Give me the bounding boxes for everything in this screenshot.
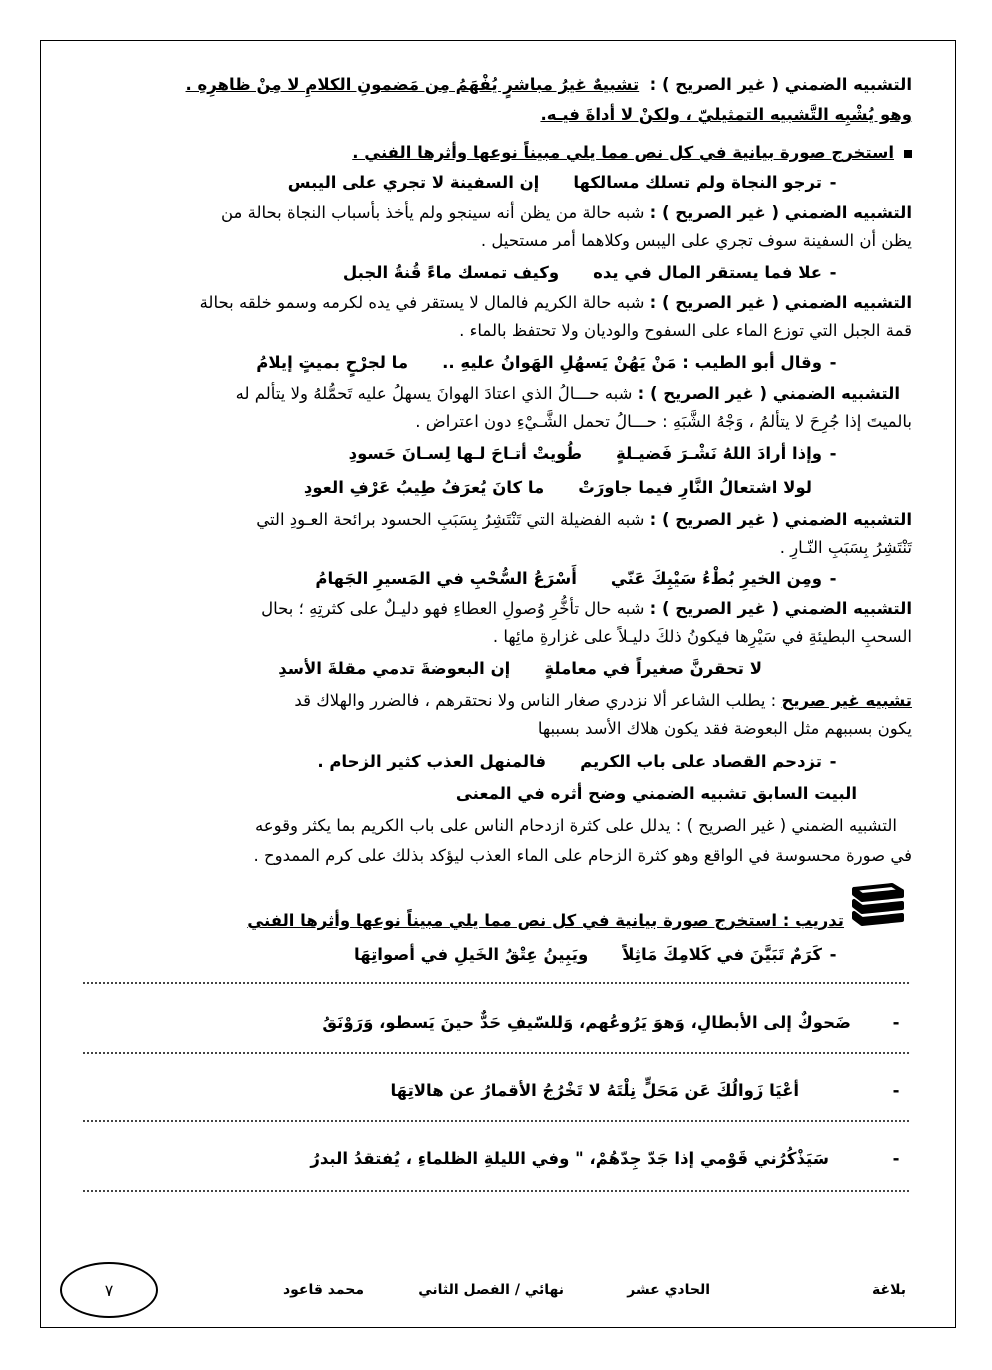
- verse-2: -علا فما يستقر المال في يدهوكيف تمسك ماءً قُنةُ الجبل: [342, 263, 837, 282]
- answer-line-3[interactable]: [83, 1120, 909, 1122]
- exercise-title: تدريب : استخرج صورة بيانية في كل نص مما يلي مبيناً نوعها وأثرها الفني: [247, 911, 844, 930]
- explanation-1-line-1: التشبيه الضمني ( غير الصريح ) : شبه حالة من يظن أنه سينجو ولم يأخذ بأسباب النجاة بحالة من: [220, 203, 912, 222]
- explanation-2-line-2: قمة الجبل التي توزع الماء على السفوح والوديان ولا تحتفظ بالماء .: [459, 321, 912, 340]
- explanation-7-line-2: في صورة محسوسة في الواقع وهو كثرة الزحام على الماء العذب ليؤكد بذلك على كرم الممدوح .: [253, 846, 912, 865]
- verse-7: -تزدحم القصاد على باب الكريمفالمنهل العذب كثير الزحام .: [317, 752, 837, 771]
- books-stack-icon: [848, 882, 908, 928]
- answer-line-4[interactable]: [83, 1190, 909, 1192]
- verse-4b: لولا اشتعالُ النَّارِ فيما جاورَتْما كانَ يُعرَفُ طِيبُ عَرْفِ العودِ: [303, 478, 812, 497]
- exercise-item-2: -ضَحوكٌ إلى الأبطالِ، وَهوَ يَرُوعُهم، وَللسّيفِ حَدٌّ حينَ يَسطو، وَرَوْنَقُ: [322, 1013, 900, 1032]
- page-number-badge: [60, 1262, 158, 1318]
- bullet-square-icon: [904, 150, 912, 158]
- verse-1: -ترجو النجاة ولم تسلك مسالكهاإن السفينة لا تجري على اليبس: [287, 173, 837, 192]
- answer-line-2[interactable]: [83, 1052, 909, 1054]
- explanation-5-line-2: السحبِ البطيئةِ في سَيْرِها فيكونُ ذلكَ دليـلاً على غزارةِ مائِها .: [492, 627, 912, 646]
- exercise-item-1: -كَرَمٌ تَبَيَّنَ في كَلامِكَ مَاثِلاًويَبِينُ عِتْقُ الخَيلِ في أصواتِهَا: [354, 945, 837, 964]
- explanation-5-line-1: التشبيه الضمني ( غير الصريح ) : شبه حال تأخُّرِ وُصولِ العطاءِ فهو دليـلٌ على كثرتِهِ ؛ بحال: [261, 599, 912, 618]
- explanation-4-line-1: التشبيه الضمني ( غير الصريح ) : شبه الفضيلة التي تَنْتَشِرُ بِسَبَبِ الحسود برائحة العـودِ التي: [256, 510, 912, 529]
- explanation-7-line-1: التشبيه الضمني ( غير الصريح ) : يدلل على كثرة ازدحام الناس على باب الكريم بما يكثر وقوعه: [254, 816, 897, 835]
- definition-note: وهو يُشْبِه التَّشبيه التمثيليّ ، ولكنْ لا أداةَ فيـه.: [540, 105, 912, 124]
- explanation-3-line-1: التشبيه الضمني ( غير الصريح ) : شبه حـــالُ الذي اعتادَ الهوانَ يسهلُ عليه تَحمُّلهُ ولا يتألم له: [235, 384, 900, 403]
- definition-line: التشبيه الضمني ( غير الصريح ) : تشبيهٌ غيرُ مباشرٍ يُفْهَمُ مِن مَضمونِ الكلامِ لا مِنْ ظاهرِهِ .: [185, 75, 912, 94]
- verse-3: -وقال أبو الطيب : مَنْ يَهُنْ يَسهُلِ الهَوانُ عليهِ ..ما لجرْحٍ بميتٍ إيلامُ: [256, 353, 837, 372]
- footer-term: نهائي / الفصل الثاني: [418, 1282, 564, 1298]
- footer-author: محمد قاعود: [282, 1282, 364, 1298]
- footer-grade: الحادي عشر: [627, 1282, 710, 1298]
- question-7: البيت السابق تشبيه الضمني وضح أثره في المعنى: [455, 784, 857, 803]
- explanation-4-line-2: تَنْتَشِرُ بِسَبَبِ النّـارِ .: [779, 538, 912, 557]
- exercise-item-3: -أعْيَا زَوالُكَ عَن مَحَلٍّ نِلْتَهُ لا تَخْرُجُ الأقمارُ عن هالاتِهَا: [390, 1081, 900, 1100]
- explanation-2-line-1: التشبيه الضمني ( غير الصريح ) : شبه حالة الكريم فالمال لا يستقر في يده لكرمه وسمو خلقه بحالة: [199, 293, 912, 312]
- footer-subject: بلاغة: [872, 1282, 906, 1298]
- verse-6: لا تحقرنَّ صغيراً في معاملةٍإن البعوضةَ تدمي مقلةَ الأسدِ: [278, 659, 762, 678]
- exercise-item-4: -سَيَذْكُرُني قَوْمي إذا جَدّ جِدّهُمْ، " وفي الليلةِ الظلماءِ ، يُفتقدُ البدرُ: [310, 1149, 900, 1168]
- instruction-line: استخرج صورة بيانية في كل نص مما يلي مبيناً نوعها وأثرها الفني .: [68, 142, 912, 164]
- answer-line-1[interactable]: [83, 982, 909, 984]
- page-number: ٧: [104, 1280, 114, 1300]
- verse-4a: -وإذا أرادَ اللهُ نَشْـرَ فَضيـلةٍطُويتْ أتـاحَ لـها لِسـانَ حَسودِ: [348, 444, 837, 463]
- explanation-6-line-2: يكون بسببهم مثل البعوضة فقد يكون هلاك الأسد بسببها: [537, 719, 912, 738]
- explanation-1-line-2: يظن أن السفينة سوف تجري على اليبس وكلاهما أمر مستحيل .: [480, 231, 912, 250]
- explanation-3-line-2: بالميتَ إذا جُرِحَ لا يتألمُ ، وَجْهُ الشَّبَهِ : حـــالُ تحمل الشَّـيْءِ دون اعتراض .: [415, 412, 912, 431]
- explanation-6-line-1: تشبيه غير صريح : يطلب الشاعر ألا نزدري صغار الناس ولا نحتقرهم ، فالضرر والهلاك قد: [294, 691, 912, 710]
- verse-5: -ومِن الخيرِ بُطْءُ سَيْبِكَ عَنّيأَسْرَعُ السُّحْبِ في المَسيرِ الجَهامُ: [315, 569, 837, 588]
